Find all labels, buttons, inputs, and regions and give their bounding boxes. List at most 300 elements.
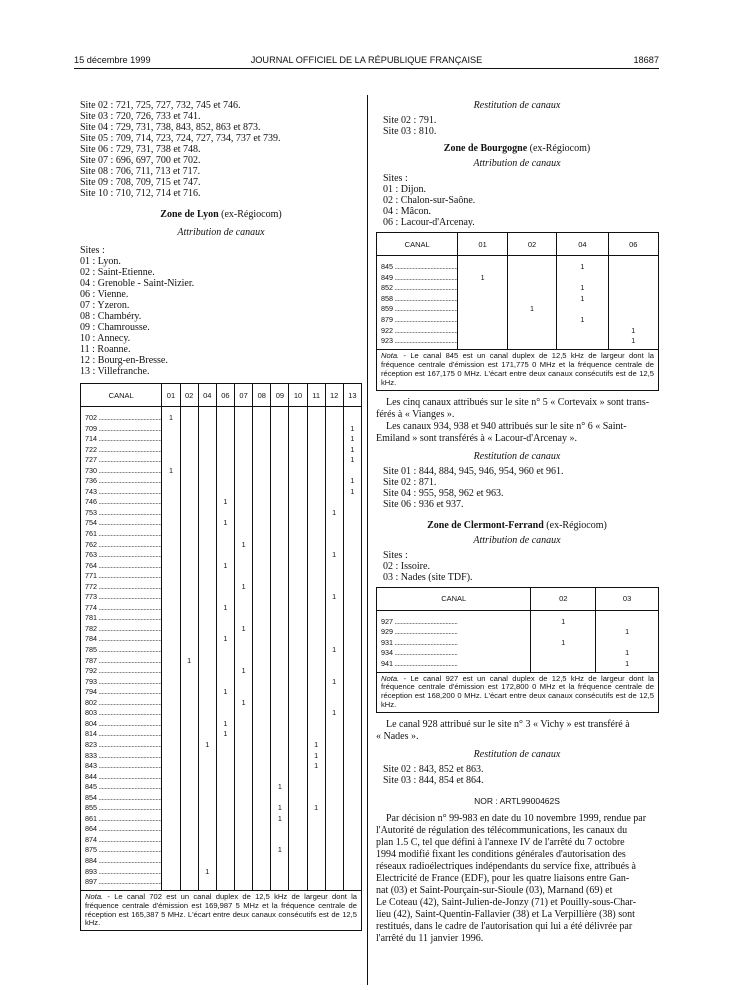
table-cell: 1 bbox=[223, 518, 228, 528]
table-cell bbox=[217, 867, 234, 878]
table-cell bbox=[162, 529, 179, 540]
table-cell: 1 bbox=[580, 314, 585, 324]
table-cell bbox=[217, 466, 234, 477]
table-cell bbox=[344, 824, 361, 835]
table-cell bbox=[217, 772, 234, 783]
column-header-site: 04 bbox=[557, 233, 608, 256]
table-cell bbox=[181, 824, 198, 835]
leader-dots: .......................................... bbox=[97, 845, 162, 855]
table-cell bbox=[235, 835, 252, 846]
column-header-site: 02 bbox=[180, 384, 198, 407]
table-cell bbox=[181, 867, 198, 878]
table-cell bbox=[253, 867, 270, 878]
table-cell: 1 bbox=[332, 507, 337, 517]
channel-label: 764 bbox=[85, 560, 97, 570]
channel-number bbox=[377, 315, 457, 326]
table-cell bbox=[596, 617, 658, 628]
table-cell bbox=[271, 729, 288, 740]
table-cell bbox=[344, 867, 361, 878]
table-cell: 1 bbox=[277, 813, 282, 823]
column-header-canal: CANAL bbox=[377, 233, 458, 256]
table-cell bbox=[458, 294, 506, 305]
channel-number bbox=[81, 476, 161, 487]
table-cell bbox=[326, 867, 343, 878]
table-cell bbox=[289, 856, 306, 867]
table-cell bbox=[199, 466, 216, 477]
table-cell bbox=[308, 582, 325, 593]
table-cell: 1 bbox=[625, 658, 630, 668]
channel-label: 782 bbox=[85, 623, 97, 633]
column-header-site: 08 bbox=[253, 384, 271, 407]
table-cell bbox=[235, 613, 252, 624]
table-cell: 1 bbox=[223, 634, 228, 644]
table-cell bbox=[326, 634, 343, 645]
paragraph-line: Les canaux 934, 938 et 940 attribués sur le site n° 6 « Saint- bbox=[386, 420, 627, 432]
leader-dots: .......................................... bbox=[97, 413, 162, 422]
table-cell bbox=[289, 782, 306, 793]
text-line: 13 : Villefranche. bbox=[80, 366, 150, 377]
text-line: 06 : Lacour-d'Arcenay. bbox=[383, 217, 475, 228]
table-cell bbox=[289, 645, 306, 656]
channel-number bbox=[81, 466, 161, 477]
channel-number bbox=[377, 617, 530, 628]
column-header-site: 04 bbox=[198, 384, 216, 407]
column-header-site: 06 bbox=[216, 384, 234, 407]
table-cell bbox=[235, 424, 252, 435]
column-header-site: 06 bbox=[608, 233, 658, 256]
table-cell bbox=[596, 638, 658, 649]
table-cell bbox=[289, 687, 306, 698]
table-cell bbox=[181, 772, 198, 783]
sites-intro-list bbox=[80, 100, 362, 199]
table-cell bbox=[181, 445, 198, 456]
table-cell: 1 bbox=[332, 592, 337, 602]
table-cell bbox=[217, 824, 234, 835]
channel-label: 736 bbox=[85, 476, 97, 486]
channel-number bbox=[81, 571, 161, 582]
column-header-site: 01 bbox=[458, 233, 507, 256]
table-cell bbox=[199, 666, 216, 677]
table-cell bbox=[235, 877, 252, 888]
table-cell: 1 bbox=[561, 637, 566, 647]
table-cell bbox=[308, 455, 325, 466]
table-cell: 1 bbox=[314, 803, 319, 813]
leader-dots: .......................................... bbox=[97, 792, 162, 802]
clermont-sites-list bbox=[376, 561, 658, 583]
table-cell bbox=[235, 687, 252, 698]
table-cell bbox=[289, 814, 306, 825]
table-cell bbox=[326, 487, 343, 498]
table-cell bbox=[253, 793, 270, 804]
table-cell bbox=[344, 582, 361, 593]
table-cell bbox=[308, 666, 325, 677]
table-cell bbox=[344, 529, 361, 540]
text-line: Site 03 : 720, 726, 733 et 741. bbox=[80, 111, 201, 122]
channel-label: 893 bbox=[85, 866, 97, 876]
table-cell bbox=[289, 413, 306, 424]
paragraph-saint-emiland bbox=[376, 421, 658, 445]
table-cell bbox=[289, 508, 306, 519]
table-cell bbox=[217, 571, 234, 582]
table-cell bbox=[271, 698, 288, 709]
table-cell bbox=[289, 835, 306, 846]
table-cell: 1 bbox=[332, 676, 337, 686]
table-cell bbox=[253, 497, 270, 508]
table-cell bbox=[308, 793, 325, 804]
attribution-heading: Attribution de canaux bbox=[177, 227, 265, 238]
attribution-heading-clermont: Attribution de canaux bbox=[473, 534, 561, 546]
text-line: 01 : Lyon. bbox=[80, 256, 121, 267]
table-cell bbox=[289, 634, 306, 645]
table-cell bbox=[181, 729, 198, 740]
table-cell: 1 bbox=[332, 708, 337, 718]
channel-number bbox=[81, 434, 161, 445]
leader-dots: .......................................... bbox=[97, 697, 162, 707]
channel-number bbox=[81, 561, 161, 572]
paragraph-line: Par décision n° 99-983 en date du 10 novembre 1999, rendue par bbox=[386, 812, 647, 824]
table-cell bbox=[217, 803, 234, 814]
table-cell bbox=[181, 856, 198, 867]
text-line: 02 : Saint-Etienne. bbox=[80, 267, 155, 278]
table-cell bbox=[199, 413, 216, 424]
table-cell bbox=[181, 677, 198, 688]
table-cell bbox=[199, 793, 216, 804]
leader-dots: .......................................... bbox=[97, 666, 162, 676]
table-cell: 1 bbox=[580, 262, 585, 271]
table-cell bbox=[199, 803, 216, 814]
table-cell bbox=[326, 613, 343, 624]
table-cell bbox=[308, 497, 325, 508]
channel-label: 879 bbox=[381, 314, 393, 324]
table-cell bbox=[162, 634, 179, 645]
channel-number bbox=[377, 273, 457, 284]
leader-dots: .......................................... bbox=[393, 658, 458, 668]
table-cell bbox=[199, 624, 216, 635]
channel-number bbox=[81, 877, 161, 888]
table-cell bbox=[308, 867, 325, 878]
table-cell bbox=[289, 582, 306, 593]
column-header-site: 01 bbox=[162, 384, 180, 407]
table-cell bbox=[344, 634, 361, 645]
table-cell bbox=[271, 413, 288, 424]
table-cell bbox=[308, 487, 325, 498]
decision-paragraph bbox=[376, 813, 658, 945]
table-cell bbox=[344, 740, 361, 751]
channel-label: 852 bbox=[381, 283, 393, 293]
table-cell bbox=[271, 634, 288, 645]
restitution-heading-1: Restitution de canaux bbox=[473, 100, 561, 111]
table-cell bbox=[253, 592, 270, 603]
table-cell bbox=[326, 698, 343, 709]
leader-dots: .......................................... bbox=[393, 616, 458, 626]
table-cell: 1 bbox=[350, 486, 355, 496]
table-cell bbox=[235, 656, 252, 667]
table-cell bbox=[344, 877, 361, 888]
table-cell bbox=[181, 497, 198, 508]
table-cell bbox=[271, 740, 288, 751]
channel-number bbox=[81, 508, 161, 519]
table-cell bbox=[199, 497, 216, 508]
table-cell bbox=[271, 518, 288, 529]
table-cell bbox=[253, 835, 270, 846]
leader-dots: .......................................... bbox=[393, 272, 458, 282]
channel-label: 804 bbox=[85, 718, 97, 728]
table-cell: 1 bbox=[350, 476, 355, 486]
channel-label: 929 bbox=[381, 627, 393, 637]
table-cell bbox=[235, 803, 252, 814]
table-cell bbox=[253, 540, 270, 551]
table-cell bbox=[162, 761, 179, 772]
table-cell bbox=[199, 656, 216, 667]
leader-dots: .......................................... bbox=[97, 708, 162, 718]
table-cell bbox=[289, 761, 306, 772]
table-cell: 1 bbox=[241, 581, 246, 591]
channel-label: 754 bbox=[85, 518, 97, 528]
channel-number bbox=[81, 645, 161, 656]
table-cell bbox=[344, 592, 361, 603]
table-cell bbox=[217, 487, 234, 498]
table-cell bbox=[289, 476, 306, 487]
table-cell bbox=[181, 424, 198, 435]
leader-dots: .......................................... bbox=[97, 592, 162, 602]
table-cell bbox=[217, 782, 234, 793]
table-cell bbox=[199, 687, 216, 698]
table-cell bbox=[308, 824, 325, 835]
leader-dots: .......................................... bbox=[97, 718, 162, 728]
table-cell bbox=[326, 529, 343, 540]
channel-label: 727 bbox=[85, 455, 97, 465]
table-cell bbox=[289, 466, 306, 477]
channel-number bbox=[81, 835, 161, 846]
leader-dots: .......................................... bbox=[97, 455, 162, 465]
table-cell bbox=[162, 877, 179, 888]
leader-dots: .......................................... bbox=[97, 855, 162, 865]
channel-number bbox=[81, 824, 161, 835]
table-cell: 1 bbox=[314, 761, 319, 771]
leader-dots: .......................................... bbox=[393, 325, 458, 335]
table-cell bbox=[326, 719, 343, 730]
table-cell bbox=[289, 518, 306, 529]
table-cell bbox=[199, 424, 216, 435]
leader-dots: .......................................... bbox=[97, 824, 162, 834]
leader-dots: .......................................... bbox=[97, 476, 162, 486]
table-cell bbox=[289, 424, 306, 435]
channel-number bbox=[81, 582, 161, 593]
paragraph-line: Les cinq canaux attribués sur le site n° 5 « Cortevaix » sont trans- bbox=[386, 396, 650, 408]
table-cell bbox=[253, 571, 270, 582]
table-cell bbox=[181, 666, 198, 677]
table-cell bbox=[235, 772, 252, 783]
table-cell bbox=[199, 814, 216, 825]
table-cell bbox=[235, 845, 252, 856]
table-cell bbox=[162, 824, 179, 835]
sites-label: Sites : bbox=[80, 245, 105, 256]
clermont-channel-table bbox=[376, 587, 659, 673]
table-cell bbox=[271, 719, 288, 730]
text-line: Site 09 : 708, 709, 715 et 747. bbox=[80, 177, 201, 188]
table-cell bbox=[181, 835, 198, 846]
text-line: Site 01 : 844, 884, 945, 946, 954, 960 et 961. bbox=[383, 465, 564, 477]
table-cell bbox=[531, 627, 595, 638]
table-cell bbox=[609, 304, 658, 315]
table-cell bbox=[162, 687, 179, 698]
table-cell bbox=[271, 561, 288, 572]
table-cell bbox=[271, 455, 288, 466]
channel-number bbox=[377, 304, 457, 315]
table-cell bbox=[253, 455, 270, 466]
leader-dots: .......................................... bbox=[97, 560, 162, 570]
table-cell bbox=[253, 613, 270, 624]
table-cell bbox=[235, 529, 252, 540]
table-cell: 1 bbox=[223, 602, 228, 612]
leader-dots: .......................................... bbox=[97, 497, 162, 507]
table-cell bbox=[235, 571, 252, 582]
table-cell bbox=[181, 751, 198, 762]
table-cell bbox=[344, 624, 361, 635]
table-cell bbox=[344, 656, 361, 667]
text-line: 09 : Chamrousse. bbox=[80, 322, 150, 333]
table-cell bbox=[199, 698, 216, 709]
table-cell bbox=[235, 740, 252, 751]
leader-dots: .......................................... bbox=[97, 581, 162, 591]
table-cell bbox=[344, 687, 361, 698]
table-cell bbox=[271, 592, 288, 603]
table-cell bbox=[181, 624, 198, 635]
table-cell bbox=[162, 518, 179, 529]
column-header-canal: CANAL bbox=[377, 587, 531, 610]
table-cell bbox=[253, 803, 270, 814]
table-cell bbox=[326, 518, 343, 529]
table-cell bbox=[162, 729, 179, 740]
table-cell bbox=[308, 877, 325, 888]
table-cell bbox=[344, 835, 361, 846]
table-cell bbox=[181, 719, 198, 730]
table-cell bbox=[181, 645, 198, 656]
table-cell bbox=[217, 424, 234, 435]
bourgogne-sites-list bbox=[376, 184, 658, 228]
leader-dots: .......................................... bbox=[97, 507, 162, 517]
table-cell: 1 bbox=[205, 739, 210, 749]
table-cell bbox=[181, 814, 198, 825]
channel-number bbox=[81, 634, 161, 645]
table-cell bbox=[308, 508, 325, 519]
table-cell: 1 bbox=[350, 423, 355, 433]
text-line: Site 10 : 710, 712, 714 et 716. bbox=[80, 188, 201, 199]
table-cell bbox=[162, 803, 179, 814]
table-cell bbox=[271, 571, 288, 582]
table-cell bbox=[326, 740, 343, 751]
text-line: Site 08 : 706, 711, 713 et 717. bbox=[80, 166, 201, 177]
table-cell bbox=[199, 434, 216, 445]
table-cell bbox=[271, 613, 288, 624]
table-cell bbox=[162, 434, 179, 445]
channel-label: 784 bbox=[85, 634, 97, 644]
channel-number bbox=[81, 656, 161, 667]
table-cell bbox=[162, 508, 179, 519]
table-cell bbox=[162, 740, 179, 751]
paragraph-line: lieu (42), Saint-Quentin-Fallavier (38) et La Verpillière (38) sont bbox=[376, 908, 635, 920]
text-line: 04 : Mâcon. bbox=[383, 206, 432, 217]
channel-number bbox=[81, 550, 161, 561]
table-cell bbox=[253, 708, 270, 719]
leader-dots: .......................................... bbox=[97, 729, 162, 739]
table-cell bbox=[162, 666, 179, 677]
table-cell bbox=[199, 529, 216, 540]
paragraph-line: l'arrêté du 11 janvier 1996. bbox=[376, 932, 484, 944]
table-cell bbox=[235, 592, 252, 603]
table-cell bbox=[253, 487, 270, 498]
channel-label: 854 bbox=[85, 792, 97, 802]
table-cell bbox=[308, 634, 325, 645]
table-cell bbox=[217, 624, 234, 635]
table-cell bbox=[217, 814, 234, 825]
paragraph-line: l'Autorité de régulation des télécommunications, les canaux du bbox=[376, 824, 628, 836]
table-cell: 1 bbox=[241, 697, 246, 707]
table-cell bbox=[344, 698, 361, 709]
table-cell bbox=[253, 424, 270, 435]
leader-dots: .......................................... bbox=[97, 655, 162, 665]
table-cell bbox=[217, 793, 234, 804]
table-cell bbox=[162, 445, 179, 456]
table-cell bbox=[271, 434, 288, 445]
table-cell bbox=[344, 761, 361, 772]
restitution-list-1 bbox=[376, 115, 658, 137]
table-cell bbox=[199, 634, 216, 645]
column-header-site: 09 bbox=[271, 384, 289, 407]
table-cell bbox=[253, 624, 270, 635]
table-cell bbox=[308, 835, 325, 846]
table-cell bbox=[326, 561, 343, 572]
table-cell bbox=[199, 550, 216, 561]
table-cell bbox=[508, 283, 556, 294]
table-cell bbox=[235, 814, 252, 825]
column-header-site: 03 bbox=[596, 587, 659, 610]
table-cell bbox=[308, 624, 325, 635]
leader-dots: .......................................... bbox=[97, 877, 162, 887]
table-cell bbox=[326, 803, 343, 814]
table-cell bbox=[217, 529, 234, 540]
channel-label: 833 bbox=[85, 750, 97, 760]
channel-label: 922 bbox=[381, 325, 393, 335]
table-cell bbox=[181, 582, 198, 593]
table-cell bbox=[271, 645, 288, 656]
channel-number bbox=[81, 677, 161, 688]
table-cell bbox=[162, 772, 179, 783]
table-cell bbox=[271, 656, 288, 667]
table-cell bbox=[162, 540, 179, 551]
table-cell bbox=[458, 262, 506, 273]
table-cell bbox=[235, 782, 252, 793]
table-cell bbox=[326, 455, 343, 466]
table-cell bbox=[308, 698, 325, 709]
table-cell bbox=[289, 624, 306, 635]
channel-label: 761 bbox=[85, 529, 97, 539]
table-cell bbox=[162, 751, 179, 762]
channel-label: 923 bbox=[381, 336, 393, 346]
table-cell bbox=[253, 445, 270, 456]
table-cell bbox=[326, 782, 343, 793]
paragraph-line: plan 1.5 C, tel que défini à l'annexe IV de l'arrêté du 7 octobre bbox=[376, 836, 625, 848]
channel-number bbox=[81, 518, 161, 529]
leader-dots: .......................................... bbox=[393, 262, 458, 271]
table-cell bbox=[199, 508, 216, 519]
table-cell bbox=[326, 824, 343, 835]
table-cell bbox=[253, 582, 270, 593]
table-cell bbox=[199, 445, 216, 456]
channel-label: 793 bbox=[85, 676, 97, 686]
table-cell bbox=[531, 659, 595, 670]
channel-label: 858 bbox=[381, 293, 393, 303]
